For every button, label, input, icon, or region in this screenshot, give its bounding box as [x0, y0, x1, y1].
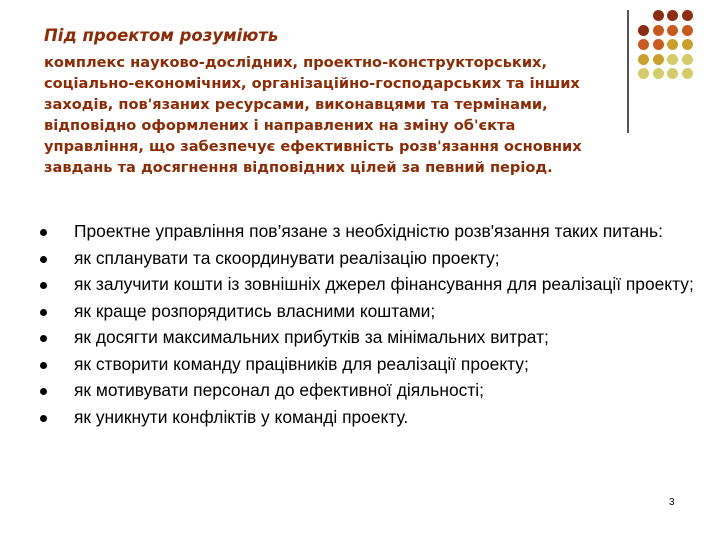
bullet-icon: [40, 229, 47, 236]
decorative-dot: [638, 25, 649, 36]
bullet-icon: [40, 282, 47, 289]
decorative-dot: [682, 39, 693, 50]
bullet-icon: [40, 362, 47, 369]
slide-title: Під проектом розуміють: [44, 26, 279, 45]
decorative-dot: [682, 54, 693, 65]
list-item: як спланувати та скоординувати реалізацію проекту;: [40, 249, 700, 269]
decorative-dot: [653, 10, 664, 21]
decorative-dot: [638, 68, 649, 79]
decorative-dot: [638, 54, 649, 65]
decorative-dot: [667, 54, 678, 65]
list-item: як краще розпорядитись власними коштами;: [40, 302, 700, 322]
decorative-dot: [653, 54, 664, 65]
list-item: як мотивувати персонал до ефективної діяльності;: [40, 381, 700, 401]
vertical-divider: [627, 10, 629, 133]
decorative-dot: [682, 68, 693, 79]
bullet-icon: [40, 388, 47, 395]
list-item: як створити команду працівників для реалізації проекту;: [40, 355, 700, 375]
decorative-dot: [667, 39, 678, 50]
definition-line: завдань та досягнення відповідних цілей за певний період.: [44, 159, 553, 176]
definition-text: [44, 52, 634, 178]
decorative-dot: [667, 10, 678, 21]
definition-line: соціально-економічних, організаційно-господарських та інших: [44, 75, 580, 92]
decorative-dot: [653, 39, 664, 50]
definition-line: заходів, пов'язаних ресурсами, виконавцями та термінами,: [44, 96, 548, 113]
decorative-dot: [667, 68, 678, 79]
decorative-dot: [653, 68, 664, 79]
decorative-dot: [653, 25, 664, 36]
list-item: як досягти максимальних прибутків за мінімальних витрат;: [40, 328, 700, 348]
list-item: Проектне управління пов’язане з необхідністю розв'язання таких питань:: [40, 222, 700, 242]
bullet-list: [40, 222, 700, 434]
bullet-icon: [40, 256, 47, 263]
decorative-dot: [682, 25, 693, 36]
bullet-icon: [40, 309, 47, 316]
decorative-dot: [682, 10, 693, 21]
list-item: як уникнути конфліктів у команді проекту.: [40, 408, 700, 428]
bullet-icon: [40, 415, 47, 422]
definition-line: комплекс науково-дослідних, проектно-конструкторських,: [44, 54, 548, 71]
list-item: як залучити кошти із зовнішніх джерел фінансування для реалізації проекту;: [40, 275, 700, 295]
decorative-dot: [667, 25, 678, 36]
decorative-dot-grid: [638, 10, 698, 110]
definition-line: відповідно оформлених і направлених на зміну об'єкта: [44, 117, 516, 134]
definition-line: управління, що забезпечує ефективність розв'язання основних: [44, 138, 582, 155]
bullet-icon: [40, 335, 47, 342]
page-number: 3: [669, 497, 675, 508]
decorative-dot: [638, 39, 649, 50]
